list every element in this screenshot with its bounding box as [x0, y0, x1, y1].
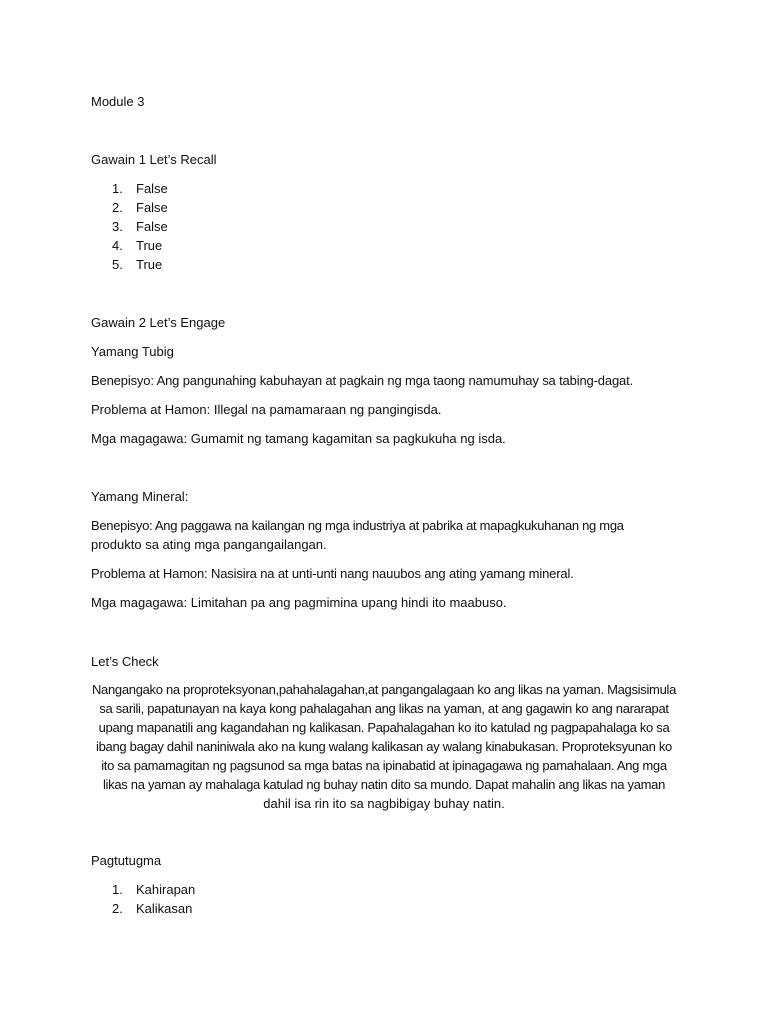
pagtutugma-heading: Pagtutugma	[91, 853, 162, 868]
yamang-tubig-heading: Yamang Tubig	[91, 344, 174, 359]
list-text: False	[136, 219, 168, 234]
paragraph-line: ibang bagay dahil naniniwala ako na kung walang kalikasan ay walang kinabukasan. Proproteksyunan ko	[96, 739, 672, 754]
list-text: Kalikasan	[136, 901, 193, 916]
list-number: 5.	[112, 257, 123, 272]
list-text: False	[136, 181, 168, 196]
paragraph-line: upang mapanatili ang kagandahan ng kalikasan. Papahalagahan ko ito katulad ng pagpapahalaga ko sa	[98, 720, 670, 735]
tubig-problema: Problema at Hamon: Illegal na pamamaraan ng pangingisda.	[91, 402, 442, 417]
gawain2-heading: Gawain 2 Let’s Engage	[91, 315, 226, 330]
gawain1-heading: Gawain 1 Let’s Recall	[91, 152, 217, 167]
yamang-mineral-heading: Yamang Mineral:	[91, 489, 189, 504]
lets-check-heading: Let’s Check	[91, 654, 159, 669]
list-text: Kahirapan	[136, 882, 196, 897]
mineral-problema: Problema at Hamon: Nasisira na at unti-unti nang nauubos ang ating yamang mineral.	[91, 566, 574, 581]
paragraph-line: likas na yaman ay mahalaga katulad ng buhay natin dito sa mundo. Dapat mahalin ang likas na yaman	[102, 777, 666, 792]
paragraph-line: sa sarili, papatunayan na kaya kong pahalagahan ang likas na yaman, at ang gagawin ko ang nararapat	[99, 701, 669, 716]
list-number: 2.	[112, 901, 123, 916]
list-text: True	[136, 238, 163, 253]
list-number: 3.	[112, 219, 123, 234]
paragraph-line: ito sa pamamagitan ng pagsunod sa mga batas na ipinabatid at ipinagagawa ng pamahalaan. Ang mga	[101, 758, 667, 773]
list-number: 1.	[112, 181, 123, 196]
list-number: 4.	[112, 238, 123, 253]
list-number: 2.	[112, 200, 123, 215]
tubig-magagawa: Mga magagawa: Gumamit ng tamang kagamitan sa pagkukuha ng isda.	[91, 431, 506, 446]
paragraph-line: dahil isa rin ito sa nagbibigay buhay natin.	[263, 796, 505, 811]
list-number: 1.	[112, 882, 123, 897]
tubig-benepisyo: Benepisyo: Ang pangunahing kabuhayan at pagkain ng mga taong namumuhay sa tabing-dagat.	[91, 373, 634, 388]
mineral-magagawa: Mga magagawa: Limitahan pa ang pagmimina upang hindi ito maabuso.	[91, 595, 507, 610]
paragraph-line: Nangangako na proproteksyonan,pahahalagahan,at pangangalagaan ko ang likas na yaman. Magsisimula	[91, 682, 677, 697]
document-title: Module 3	[91, 94, 145, 109]
mineral-benepisyo-line2: produkto sa ating mga pangangailangan.	[91, 537, 327, 552]
list-text: False	[136, 200, 168, 215]
list-text: True	[136, 257, 163, 272]
mineral-benepisyo-line1: Benepisyo: Ang paggawa na kailangan ng mga industriya at pabrika at mapagkukuhanan ng mga	[91, 518, 624, 533]
